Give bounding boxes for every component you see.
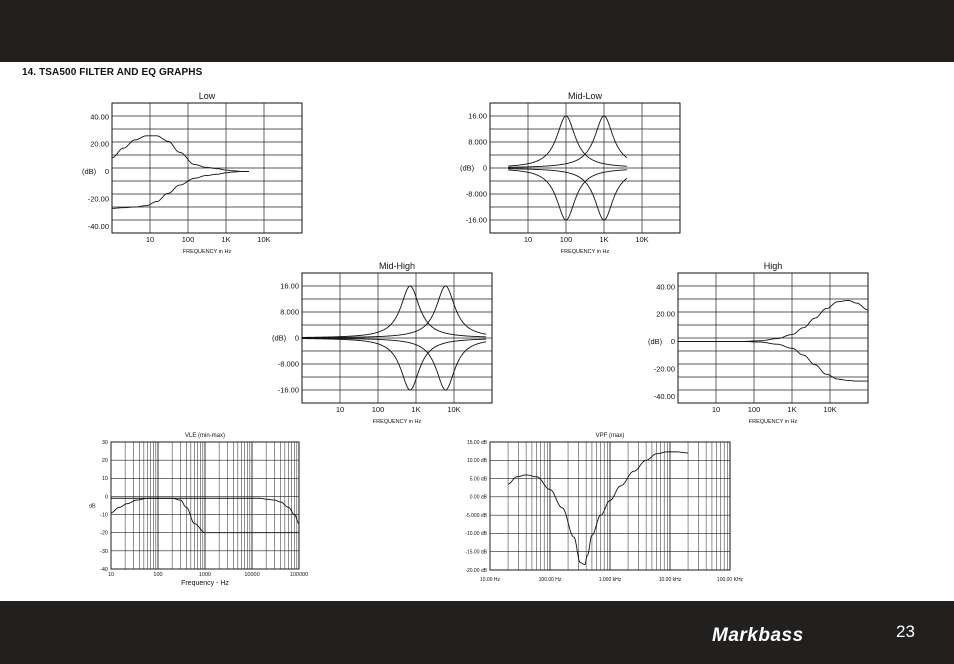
brand-logo-wordmark (712, 624, 872, 646)
y-tick-label: -8.000 (277, 359, 299, 369)
y-axis-label: (dB) (272, 333, 287, 343)
x-tick-label: 1000 (198, 572, 212, 578)
x-tick-label: 10K (447, 405, 461, 414)
y-tick-label: 0 (294, 333, 299, 343)
x-tick-label: 10.00 kHz (658, 577, 682, 583)
x-tick-label: 100 (153, 572, 163, 578)
x-tick-label: 10 (711, 405, 721, 414)
chart-low (82, 91, 302, 255)
y-tick-label: 0 (104, 494, 108, 501)
brand-logo (712, 624, 872, 651)
x-tick-label: 10000 (244, 572, 260, 578)
x-tick-label: 1K (599, 235, 609, 244)
y-tick-label: 0 (104, 167, 109, 177)
x-tick-label: 10.00 Hz (479, 577, 501, 583)
chart-title: High (763, 261, 783, 271)
series-line-1 (508, 452, 688, 565)
y-tick-label: 0 (670, 337, 675, 347)
y-tick-label: -15.00 dB (465, 549, 487, 556)
y-tick-label: 30 (101, 439, 108, 446)
chart-title: Mid-High (378, 261, 416, 271)
series-line-2 (678, 341, 868, 381)
x-axis-label: FREQUENCY in Hz (182, 249, 232, 255)
y-tick-label: 16.00 (280, 281, 299, 291)
chart-mid-high (272, 261, 492, 425)
y-tick-label: 0.00 dB (469, 494, 487, 501)
chart-title: Low (198, 91, 216, 101)
brand-logo-text: Markbass (712, 625, 804, 646)
series-line-4 (508, 169, 627, 220)
y-tick-label: 5.00 dB (469, 476, 487, 483)
chart-high (648, 261, 868, 425)
y-tick-label: 40.00 (656, 282, 675, 292)
x-tick-label: 10 (107, 572, 115, 578)
y-tick-label: -20.00 (653, 364, 675, 374)
x-tick-label: 10 (145, 235, 155, 244)
y-tick-label: -40.00 (87, 221, 109, 231)
page-number: 23 (896, 622, 915, 641)
chart-mid-low (460, 91, 680, 255)
y-tick-label: 20.00 (656, 309, 675, 319)
x-tick-label: 100 (371, 405, 385, 414)
x-tick-label: 10 (335, 405, 345, 414)
x-tick-label: 100000 (289, 572, 309, 578)
x-tick-label: 10K (257, 235, 271, 244)
chart-vle (89, 433, 308, 587)
x-tick-label: 100.00 Hz (538, 577, 562, 583)
chart-title: Mid-Low (567, 91, 603, 101)
chart-vpf (465, 433, 743, 583)
y-tick-label: 15.00 dB (466, 439, 487, 446)
y-tick-label: 10 (101, 476, 108, 483)
y-tick-label: -20.00 dB (465, 567, 487, 574)
series-line-2 (112, 171, 249, 208)
x-tick-label: 100.00 KHz (716, 577, 744, 583)
x-tick-label: 10K (823, 405, 837, 414)
y-tick-label: -40.00 (653, 391, 675, 401)
x-axis-label: FREQUENCY in Hz (560, 249, 610, 255)
x-tick-label: 100 (559, 235, 573, 244)
section-title: 14. TSA500 FILTER AND EQ GRAPHS (22, 67, 203, 78)
x-axis-label: Frequency - Hz (181, 580, 229, 587)
y-tick-label: 8.000 (280, 307, 299, 317)
y-tick-label: 0 (482, 163, 487, 173)
x-tick-label: 10 (523, 235, 533, 244)
series-line-2 (508, 116, 627, 167)
y-tick-label: 16.00 (468, 111, 487, 121)
y-tick-label: -20.00 (87, 194, 109, 204)
y-tick-label: 10.00 dB (466, 458, 487, 465)
y-tick-label: -16.00 (277, 385, 299, 395)
x-tick-label: 100 (181, 235, 195, 244)
y-axis-label: (dB) (82, 167, 97, 177)
y-tick-label: -8.000 (465, 189, 487, 199)
chart-title: VLE (min-max) (184, 433, 226, 439)
series-line-1 (112, 136, 249, 172)
y-tick-label: -10 (100, 512, 108, 519)
y-tick-label: -10.00 dB (465, 531, 487, 538)
x-tick-label: 1K (787, 405, 797, 414)
y-tick-label: 20 (101, 458, 108, 465)
y-axis-label: (dB) (460, 163, 475, 173)
y-tick-label: 40.00 (90, 112, 109, 122)
chart-title: VPF (max) (595, 433, 625, 439)
y-tick-label: 20.00 (90, 139, 109, 149)
x-tick-label: 1.000 kHz (598, 577, 622, 583)
y-axis-label: dB (89, 503, 96, 510)
y-tick-label: -40 (100, 566, 108, 573)
y-tick-label: 8.000 (468, 137, 487, 147)
x-tick-label: 10K (635, 235, 649, 244)
y-axis-label: (dB) (648, 337, 663, 347)
y-tick-label: -30 (100, 548, 108, 555)
series-line-1 (678, 300, 868, 341)
x-tick-label: 1K (221, 235, 231, 244)
y-tick-label: -20 (100, 530, 108, 537)
x-tick-label: 100 (747, 405, 761, 414)
x-axis-label: FREQUENCY in Hz (372, 419, 422, 425)
x-axis-label: FREQUENCY in Hz (748, 419, 798, 425)
y-tick-label: -5.000 dB (465, 512, 487, 519)
y-tick-label: -16.00 (465, 215, 487, 225)
x-tick-label: 1K (411, 405, 421, 414)
